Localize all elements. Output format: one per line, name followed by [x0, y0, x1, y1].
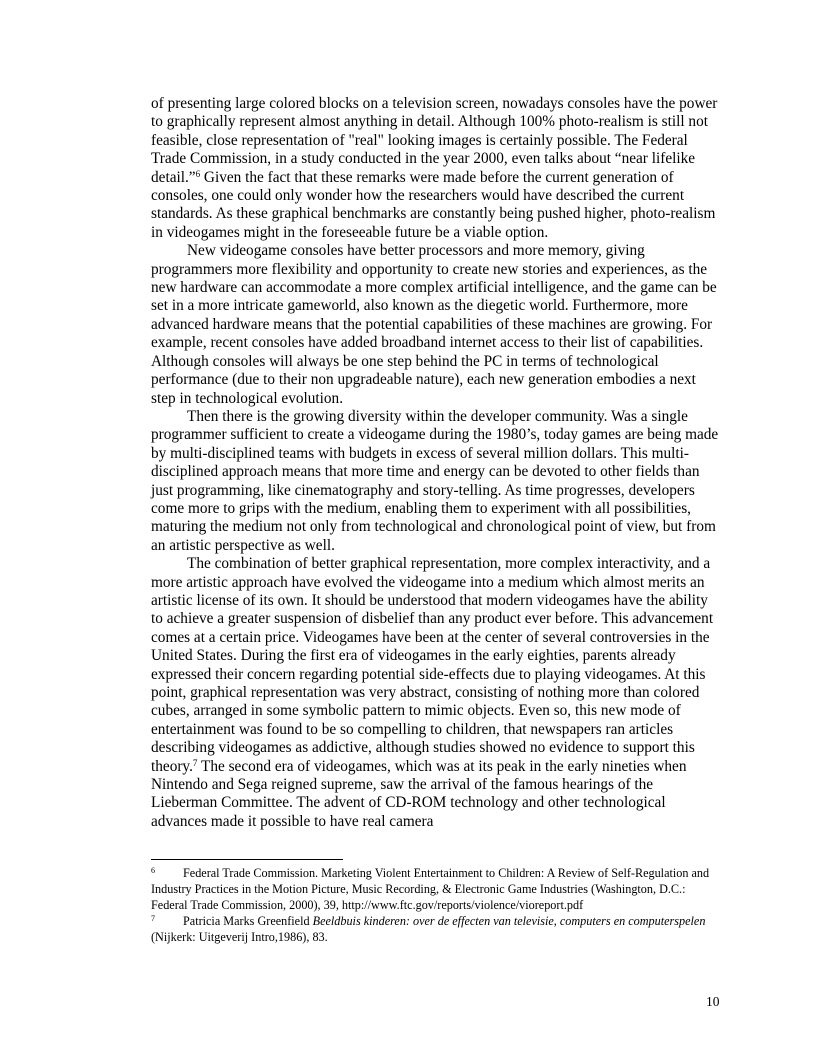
footnote-ref-6: 6: [195, 168, 201, 179]
paragraph-3: [151, 408, 723, 555]
paragraph-4: [151, 555, 723, 831]
footnote-separator: [151, 859, 343, 860]
footnote-number: 7: [151, 913, 155, 923]
body-text: [151, 95, 723, 831]
footnote-6: [151, 866, 723, 914]
paragraph-text: of presenting large colored blocks on a television screen, nowadays consoles have the power to graphically represent almost anything in detail. Although 100% photo-realism is still not feasible, close representation of "real" looking images is certainly possible. The Federal Trade Commission, in a study conducted in the year 2000, even talks about “near lifelike detail.”: [151, 95, 718, 186]
footnote-7: [151, 914, 723, 946]
footnote-book-title: Beeldbuis kinderen: over de effecten van televisie, computers en computerspelen: [312, 913, 706, 928]
paragraph-text: The combination of better graphical representation, more complex interactivity, and a more artistic approach have evolved the videogame into a medium which almost merits an artistic license of its own. It should be understood that modern videogames have the ability to achieve a greater suspension of disbelief than any product ever before. This advancement comes at a certain price. Videogames have been at the center of several controversies in the United States. During the first era of videogames in the early eighties, parents already expressed their concern regarding potential side-effects due to playing videogames. At this point, graphical representation was very abstract, consisting of nothing more than colored cubes, arranged in some symbolic pattern to mimic objects. Even so, this new mode of entertainment was found to be so compelling to children, that newspapers ran articles describing videogames as addictive, although studies showed no evidence to support this theory.: [151, 555, 714, 775]
footnote-number: 6: [151, 866, 155, 875]
page-number: 10: [706, 994, 720, 1009]
footnote-author: Patricia Marks Greenfield: [183, 913, 313, 928]
paragraph-2: [151, 242, 723, 408]
paragraph-text: New videogame consoles have better processors and more memory, giving programmers more flexibility and opportunity to create new stories and experiences, as the new hardware can accommodate a more complex artificial intelligence, and the game can be set in a more intricate gameworld, also known as the diegetic world. Furthermore, more advanced hardware means that the potential capabilities of these machines are growing. For example, recent consoles have added broadband internet access to their list of capabilities. Although consoles will always be one step behind the PC in terms of technological performance (due to their non upgradeable nature), each new generation embodies a next step in technological evolution.: [151, 242, 717, 407]
footnote-publication: (Nijkerk: Uitgeverij Intro,1986), 83.: [151, 929, 328, 944]
paragraph-text: The second era of videogames, which was at its peak in the early nineties when Nintendo and Sega reigned supreme, saw the arrival of the famous hearings of the Lieberman Committee. The advent of CD-ROM technology and other technological advances made it possible to have real camera: [151, 757, 687, 830]
footnote-ref-7: 7: [192, 757, 198, 768]
paragraph-1: [151, 95, 723, 242]
paragraph-text: Given the fact that these remarks were made before the current generation of consoles, one could only wonder how the researchers would have described the current standards. As these graphical benchmarks are constantly being pushed higher, photo-realism in videogames might in the foreseeable future be a viable option.: [151, 168, 716, 241]
footnotes: [151, 866, 723, 946]
paragraph-text: Then there is the growing diversity within the developer community. Was a single programmer sufficient to create a videogame during the 1980’s, today games are being made by multi-disciplined teams with budgets in excess of several million dollars. This multi-disciplined approach means that more time and energy can be devoted to other fields than just programming, like cinematography and story-telling. As time progresses, developers come more to grips with the medium, enabling them to experiment with all possibilities, maturing the medium not only from technological and chronological point of view, but from an artistic perspective as well.: [151, 407, 719, 554]
footnote-text: Federal Trade Commission. Marketing Violent Entertainment to Children: A Review of Self-Regulation and Industry Practices in the Motion Picture, Music Recording, & Electronic Game Industries (Washington, D.C.: Federal Trade Commission, 2000), 39, http://www.ftc.gov/reports/violence/vioreport.pdf: [151, 866, 710, 912]
